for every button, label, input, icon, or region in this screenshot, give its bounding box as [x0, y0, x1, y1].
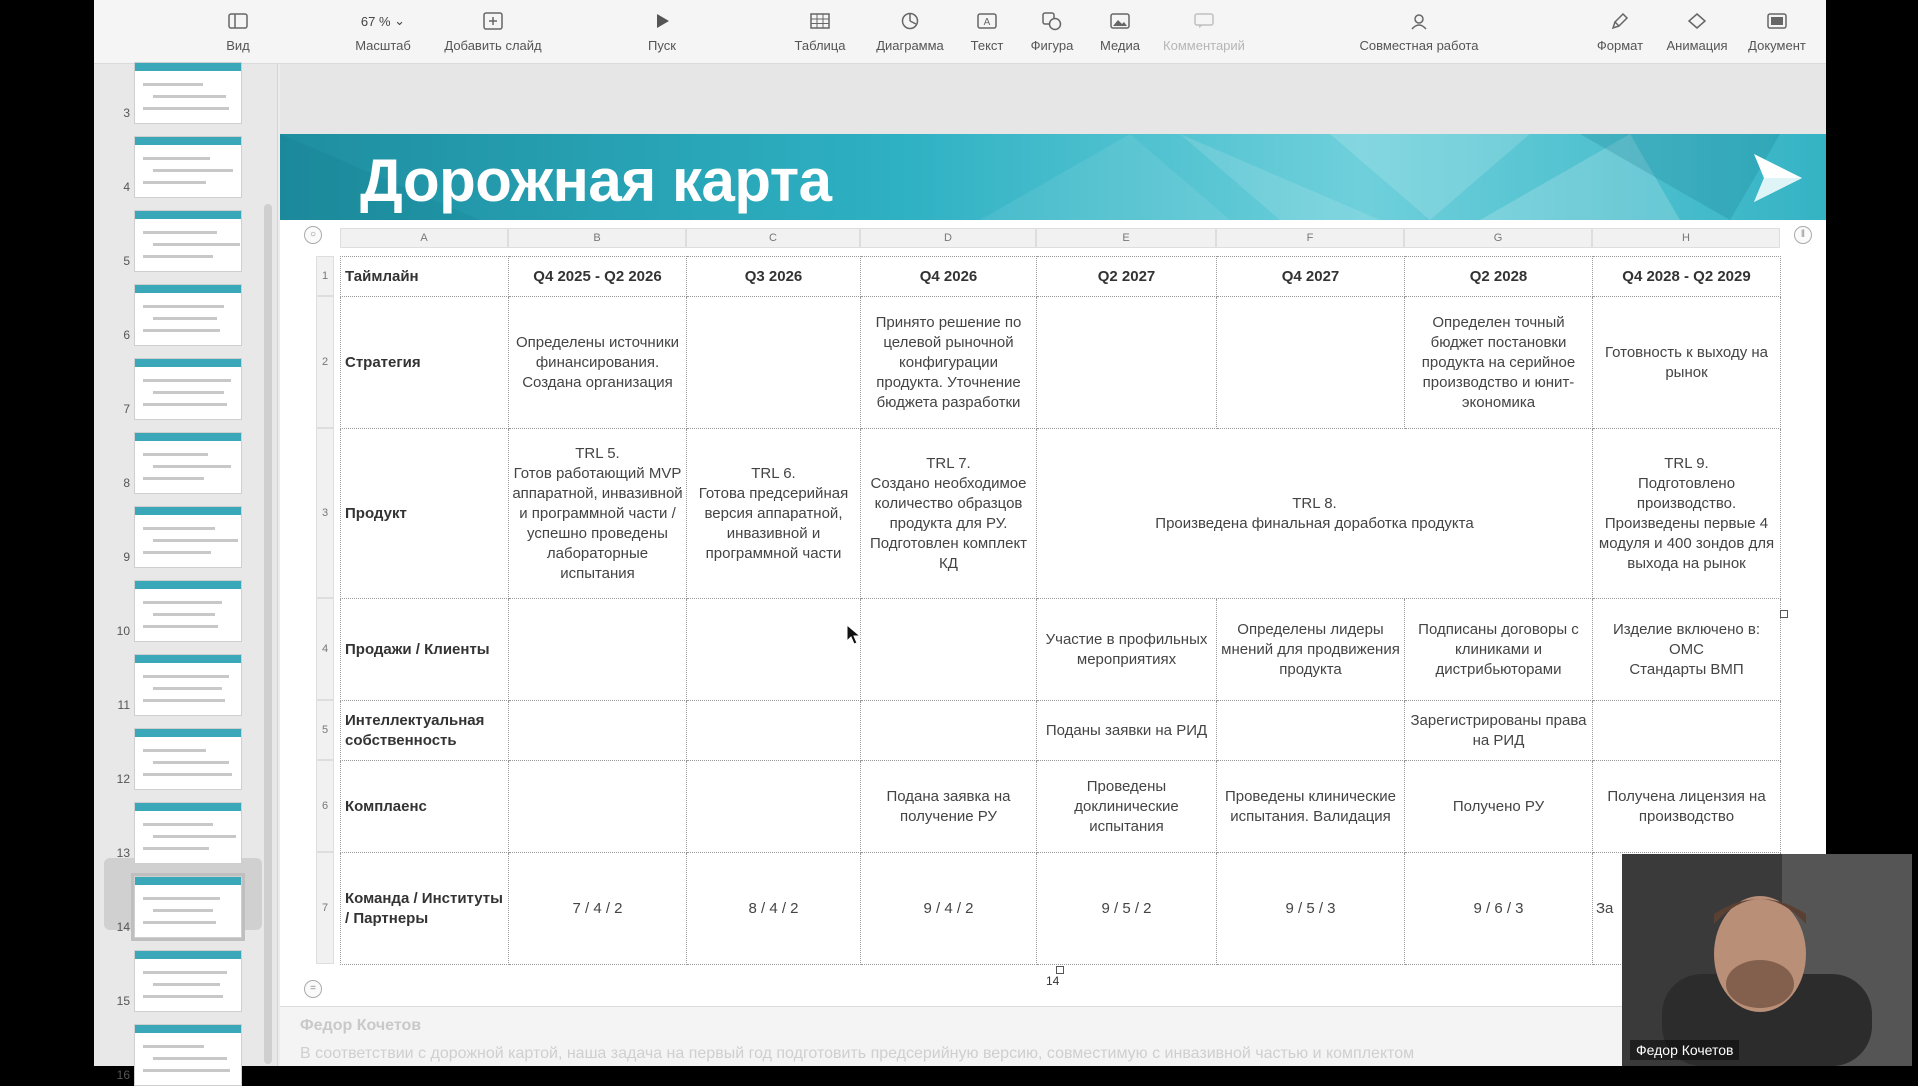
ip-b[interactable]: [509, 701, 687, 761]
presenter-notes[interactable]: [280, 1006, 1826, 1066]
format-button[interactable]: [1592, 10, 1648, 53]
thumbnail-content: [143, 305, 224, 308]
table-row-team: [341, 853, 1781, 965]
thumbnail-content: [153, 909, 213, 912]
thumbnail-content: [143, 675, 229, 678]
ip-g[interactable]: Зарегистрированы права на РИД: [1405, 701, 1593, 761]
slide-thumbnail-15[interactable]: [134, 950, 242, 1012]
paper-plane-icon: [1750, 150, 1806, 206]
product-d[interactable]: TRL 7. Создано необходимое количество образцов продукта для РУ. Подготовлен комплект КД: [861, 429, 1037, 599]
team-d[interactable]: 9 / 4 / 2: [861, 853, 1037, 965]
thumbnail-content: [143, 823, 213, 826]
shape-icon: [1022, 10, 1082, 32]
column-header-f[interactable]: F: [1216, 228, 1404, 248]
sidebar-icon: [218, 10, 258, 32]
slide-number-14: 14: [116, 920, 130, 934]
chevron-down-icon: ⌄: [394, 13, 406, 28]
slide-thumbnail-7[interactable]: [134, 358, 242, 420]
compliance-g[interactable]: Получено РУ: [1405, 761, 1593, 853]
slide-thumbnail-14[interactable]: [134, 876, 242, 938]
thumbnail-header: [135, 951, 241, 959]
slide-number-4: 4: [123, 180, 130, 194]
period-e[interactable]: Q2 2027: [1037, 257, 1217, 297]
view-label: Вид: [226, 38, 250, 53]
thumbnail-header: [135, 211, 241, 219]
table-button[interactable]: [788, 10, 852, 53]
thumbnail-content: [143, 897, 220, 900]
media-button[interactable]: [1092, 10, 1148, 53]
table-select-handle[interactable]: ○: [304, 226, 322, 244]
slide-number-15: 15: [116, 994, 130, 1008]
team-f[interactable]: 9 / 5 / 3: [1217, 853, 1405, 965]
comment-label: Комментарий: [1163, 38, 1245, 53]
table-label: Таблица: [794, 38, 846, 53]
slide-number-5: 5: [123, 254, 130, 268]
document-icon: [1742, 10, 1812, 32]
chart-label: Диаграмма: [876, 38, 944, 53]
row-label-compliance[interactable]: Комплаенс: [341, 761, 509, 853]
thumbnail-header: [135, 729, 241, 737]
product-c[interactable]: TRL 6. Готова предсерийная версия аппаратной, инвазивной и программной части: [687, 429, 861, 599]
product-efg[interactable]: TRL 8. Произведена финальная доработка продукта: [1037, 429, 1593, 599]
slide-number-3: 3: [123, 106, 130, 120]
thumbnail-content: [153, 317, 217, 320]
add-slide-button[interactable]: [432, 10, 554, 53]
sales-b[interactable]: [509, 599, 687, 701]
animate-button[interactable]: [1662, 10, 1732, 53]
ip-f[interactable]: [1217, 701, 1405, 761]
slide-title[interactable]: Дорожная карта: [360, 147, 832, 214]
row-header-3[interactable]: 3: [316, 428, 334, 598]
slide-number-11: 11: [117, 698, 130, 712]
thumbnail-content: [153, 539, 238, 542]
thumbnail-content: [143, 995, 223, 998]
sales-g[interactable]: Подписаны договоры с клиниками и дистрибьюторами: [1405, 599, 1593, 701]
thumbnail-content: [153, 613, 215, 616]
row-header-6[interactable]: 6: [316, 760, 334, 852]
thumbnail-header: [135, 877, 241, 885]
thumbnail-content: [143, 749, 206, 752]
video-call-tile[interactable]: [1622, 854, 1912, 1066]
participant-name: Федор Кочетов: [1630, 1040, 1739, 1060]
thumbnail-content: [143, 379, 231, 382]
add-slide-icon: [432, 10, 554, 32]
column-header-g[interactable]: G: [1404, 228, 1592, 248]
ip-d[interactable]: [861, 701, 1037, 761]
slide-thumbnail-10[interactable]: [134, 580, 242, 642]
column-header-d[interactable]: D: [860, 228, 1036, 248]
slide-number-12: 12: [116, 772, 130, 786]
thumbnail-content: [143, 625, 218, 628]
thumbnail-header: [135, 507, 241, 515]
thumbnail-header: [135, 63, 241, 71]
zoom-label: Масштаб: [355, 38, 411, 53]
resize-handle-right[interactable]: [1780, 610, 1788, 618]
zoom-button[interactable]: [348, 10, 418, 53]
shape-label: Фигура: [1030, 38, 1074, 53]
toolbar: [94, 0, 1826, 64]
thumbnail-content: [143, 847, 209, 850]
thumbnail-content: [153, 835, 236, 838]
column-header-a[interactable]: A: [340, 228, 508, 248]
thumbnail-content: [143, 601, 222, 604]
column-header-e[interactable]: E: [1036, 228, 1216, 248]
thumbnail-content: [153, 243, 240, 246]
thumbnail-content: [143, 181, 206, 184]
thumbnail-content: [143, 403, 227, 406]
table-row-product: [341, 429, 1781, 599]
slide: [280, 134, 1826, 1006]
thumbnail-content: [143, 699, 225, 702]
thumbnail-header: [135, 137, 241, 145]
thumbnail-header: [135, 581, 241, 589]
text-button[interactable]: [964, 10, 1010, 53]
slide-page-number: 14: [1046, 974, 1060, 988]
keynote-window: [94, 0, 1826, 1082]
paintbrush-icon: [1592, 10, 1648, 32]
document-label: Документ: [1748, 38, 1806, 53]
table-row-compliance: [341, 761, 1781, 853]
table-icon: [788, 10, 852, 32]
slide-number-13: 13: [116, 846, 130, 860]
thumbnail-header: [135, 359, 241, 367]
media-label: Медиа: [1100, 38, 1140, 53]
row-header-4[interactable]: 4: [316, 598, 334, 700]
play-button[interactable]: [632, 10, 692, 53]
slide-banner: [280, 134, 1826, 220]
sales-f[interactable]: Определены лидеры мнений для продвижения продукта: [1217, 599, 1405, 701]
comment-button[interactable]: [1156, 10, 1252, 53]
mouse-cursor-icon: [846, 624, 862, 646]
thumbnail-content: [143, 773, 232, 776]
period-h[interactable]: Q4 2028 - Q2 2029: [1593, 257, 1781, 297]
ip-c[interactable]: [687, 701, 861, 761]
thumbnail-content: [143, 921, 216, 924]
table-row-ip: [341, 701, 1781, 761]
play-icon: [632, 10, 692, 32]
resize-handle-bottom[interactable]: [1056, 966, 1064, 974]
slide-thumbnail-13[interactable]: [134, 802, 242, 864]
compliance-h[interactable]: Получена лицензия на производство: [1593, 761, 1781, 853]
thumbnail-content: [143, 527, 215, 530]
play-label: Пуск: [648, 38, 676, 53]
row-label-strategy[interactable]: Стратегия: [341, 297, 509, 429]
period-c[interactable]: Q3 2026: [687, 257, 861, 297]
team-e[interactable]: 9 / 5 / 2: [1037, 853, 1217, 965]
compliance-b[interactable]: [509, 761, 687, 853]
slide-number-10: 10: [116, 624, 130, 638]
strategy-g[interactable]: Определен точный бюджет постановки продукта на серийное производство и юнит-экономика: [1405, 297, 1593, 429]
slide-canvas: [280, 64, 1826, 1066]
add-row-handle[interactable]: =: [304, 980, 322, 998]
thumbnail-content: [143, 1045, 204, 1048]
notes-text[interactable]: В соответствии с дорожной картой, наша задача на первый год подготовить предсерийную версию, совместимую с инвазивной частью и комплектом: [300, 1045, 1415, 1062]
product-b[interactable]: TRL 5. Готов работающий MVP аппаратной, инвазивной и программной части / успешно проведены лабораторные испытания: [509, 429, 687, 599]
period-g[interactable]: Q2 2028: [1405, 257, 1593, 297]
roadmap-table[interactable]: [340, 256, 1781, 965]
period-d[interactable]: Q4 2026: [861, 257, 1037, 297]
thumbnail-header: [135, 1025, 241, 1033]
compliance-f[interactable]: Проведены клинические испытания. Валидация: [1217, 761, 1405, 853]
text-icon: [964, 10, 1010, 32]
table-row-strategy: [341, 297, 1781, 429]
compliance-e[interactable]: Проведены доклинические испытания: [1037, 761, 1217, 853]
slide-thumbnail-9[interactable]: [134, 506, 242, 568]
thumbnail-content: [143, 157, 210, 160]
slide-thumbnail-8[interactable]: [134, 432, 242, 494]
media-icon: [1092, 10, 1148, 32]
team-h[interactable]: За: [1593, 853, 1781, 965]
slide-number-16: 16: [116, 1068, 130, 1082]
collaborate-icon: [1352, 10, 1486, 32]
shape-button[interactable]: [1022, 10, 1082, 53]
row-header-1[interactable]: 1: [316, 256, 334, 296]
thumbnail-content: [153, 761, 229, 764]
strategy-b[interactable]: Определены источники финансирования. Создана организация: [509, 297, 687, 429]
thumbnail-header: [135, 285, 241, 293]
chart-button[interactable]: [870, 10, 950, 53]
row-label-product[interactable]: Продукт: [341, 429, 509, 599]
strategy-f[interactable]: [1217, 297, 1405, 429]
svg-text:A: A: [983, 17, 991, 28]
team-c[interactable]: 8 / 4 / 2: [687, 853, 861, 965]
period-b[interactable]: Q4 2025 - Q2 2026: [509, 257, 687, 297]
format-label: Формат: [1596, 38, 1644, 53]
thumbnail-content: [143, 255, 213, 258]
strategy-c[interactable]: [687, 297, 861, 429]
view-button[interactable]: [218, 10, 258, 53]
thumbnail-header: [135, 433, 241, 441]
thumbnail-content: [143, 83, 203, 86]
zoom-value: 67 % ⌄: [360, 13, 406, 29]
product-h[interactable]: TRL 9. Подготовлено производство. Произведены первые 4 модуля и 400 зондов для выхода на рынок: [1593, 429, 1781, 599]
thumbnail-content: [143, 453, 208, 456]
thumbnail-header: [135, 655, 241, 663]
thumbnail-content: [153, 687, 222, 690]
slide-thumbnail-6[interactable]: [134, 284, 242, 346]
thumbnail-content: [143, 1069, 230, 1072]
team-b[interactable]: 7 / 4 / 2: [509, 853, 687, 965]
sales-c[interactable]: [687, 599, 861, 701]
document-button[interactable]: [1742, 10, 1812, 53]
participant-video-image: [1622, 854, 1912, 1066]
table-row-sales: [341, 599, 1781, 701]
row-label-timeline[interactable]: Таймлайн: [341, 257, 509, 297]
sales-d[interactable]: [861, 599, 1037, 701]
thumbnail-content: [143, 329, 220, 332]
add-slide-label: Добавить слайд: [444, 38, 542, 53]
column-header-c[interactable]: C: [686, 228, 860, 248]
chart-icon: [870, 10, 950, 32]
navigator-scrollbar[interactable]: [264, 204, 272, 1064]
slide-navigator: [94, 64, 278, 1082]
compliance-c[interactable]: [687, 761, 861, 853]
table-row-timeline: [341, 257, 1781, 297]
animate-icon: [1662, 10, 1732, 32]
strategy-d[interactable]: Принято решение по целевой рыночной конфигурации продукта. Уточнение бюджета разработки: [861, 297, 1037, 429]
slide-number-6: 6: [123, 328, 130, 342]
slide-thumbnail-11[interactable]: [134, 654, 242, 716]
strategy-h[interactable]: Готовность к выходу на рынок: [1593, 297, 1781, 429]
row-label-team[interactable]: Команда / Институты / Партнеры: [341, 853, 509, 965]
slide-thumbnail-12[interactable]: [134, 728, 242, 790]
thumbnail-content: [153, 391, 224, 394]
row-label-ip[interactable]: Интеллектуальная собственность: [341, 701, 509, 761]
row-label-sales[interactable]: Продажи / Клиенты: [341, 599, 509, 701]
row-header-5[interactable]: 5: [316, 700, 334, 760]
slide-number-7: 7: [123, 402, 130, 416]
slide-thumbnail-5[interactable]: [134, 210, 242, 272]
thumbnail-content: [153, 465, 231, 468]
comment-icon: [1156, 10, 1252, 32]
thumbnail-content: [153, 1057, 227, 1060]
slide-thumbnail-4[interactable]: [134, 136, 242, 198]
collaborate-button[interactable]: [1352, 10, 1486, 53]
slide-thumbnail-3[interactable]: [134, 62, 242, 124]
slide-number-8: 8: [123, 476, 130, 490]
period-f[interactable]: Q4 2027: [1217, 257, 1405, 297]
ip-e[interactable]: Поданы заявки на РИД: [1037, 701, 1217, 761]
team-g[interactable]: 9 / 6 / 3: [1405, 853, 1593, 965]
row-header-2[interactable]: 2: [316, 296, 334, 428]
collaborate-label: Совместная работа: [1359, 38, 1479, 53]
compliance-d[interactable]: Подана заявка на получение РУ: [861, 761, 1037, 853]
thumbnail-content: [143, 477, 204, 480]
text-label: Текст: [970, 38, 1004, 53]
row-header-7[interactable]: 7: [316, 852, 334, 964]
slide-number-9: 9: [123, 550, 130, 564]
thumbnail-content: [143, 231, 217, 234]
thumbnail-header: [135, 803, 241, 811]
strategy-e[interactable]: [1037, 297, 1217, 429]
animate-label: Анимация: [1666, 38, 1728, 53]
thumbnail-content: [143, 551, 211, 554]
ip-h[interactable]: [1593, 701, 1781, 761]
thumbnail-content: [143, 971, 227, 974]
thumbnail-content: [153, 95, 226, 98]
slide-thumbnail-16[interactable]: [134, 1024, 242, 1086]
thumbnail-content: [153, 983, 220, 986]
thumbnail-content: [143, 107, 229, 110]
column-header-h[interactable]: H: [1592, 228, 1780, 248]
sales-e[interactable]: Участие в профильных мероприятиях: [1037, 599, 1217, 701]
thumbnail-content: [153, 169, 233, 172]
add-column-handle[interactable]: ‖: [1794, 226, 1812, 244]
notes-author: Федор Кочетов: [300, 1017, 422, 1034]
column-header-b[interactable]: B: [508, 228, 686, 248]
sales-h[interactable]: Изделие включено в: ОМС Стандарты ВМП: [1593, 599, 1781, 701]
